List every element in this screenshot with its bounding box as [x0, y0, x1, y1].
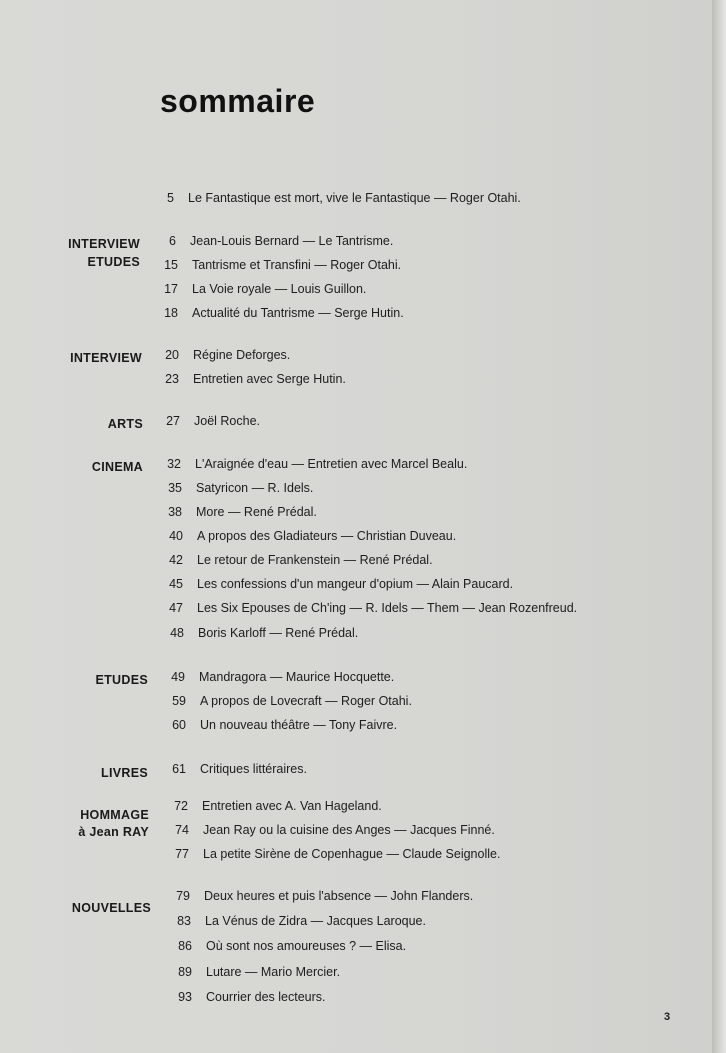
toc-entry — [146, 191, 521, 205]
toc-entry-text: La Vénus de Zidra — Jacques Laroque. — [205, 914, 426, 928]
toc-entry-text: Deux heures et puis l'absence — John Flanders. — [204, 889, 474, 903]
section-label: ETUDES — [87, 255, 140, 269]
toc-entry-text: Actualité du Tantrisme — Serge Hutin. — [192, 306, 404, 320]
toc-entry — [164, 965, 340, 979]
section-label: INTERVIEW — [70, 351, 142, 365]
toc-entry — [155, 529, 456, 543]
section-label: INTERVIEW — [68, 237, 140, 251]
toc-entry-text: La petite Sirène de Copenhague — Claude Seignolle. — [203, 847, 501, 861]
toc-entry-text: Où sont nos amoureuses ? — Elisa. — [206, 939, 407, 953]
toc-page-number: 74 — [175, 823, 189, 837]
toc-page-number: 18 — [164, 306, 178, 320]
toc-entry — [164, 990, 326, 1004]
toc-page-number: 38 — [168, 505, 182, 519]
toc-entry-text: Entretien avec Serge Hutin. — [193, 372, 346, 386]
toc-page-number: 23 — [165, 372, 179, 386]
toc-entry-text: Les confessions d'un mangeur d'opium — Alain Paucard. — [197, 577, 514, 591]
toc-entry-text: Lutare — Mario Mercier. — [206, 965, 341, 979]
toc-entry-text: Le Fantastique est mort, vive le Fantastique — Roger Otahi. — [188, 191, 521, 205]
toc-entry — [151, 348, 290, 362]
toc-entry-text: A propos des Gladiateurs — Christian Duveau. — [197, 529, 457, 543]
toc-entry-text: A propos de Lovecraft — Roger Otahi. — [200, 694, 412, 708]
toc-entry — [163, 914, 426, 928]
toc-page-number: 86 — [178, 939, 192, 953]
toc-entry — [152, 414, 260, 428]
toc-entry — [148, 234, 393, 248]
section-label: ETUDES — [95, 673, 148, 687]
toc-entry — [153, 457, 467, 471]
toc-page-number: 42 — [169, 553, 183, 567]
toc-entry — [155, 601, 577, 615]
toc-entry-text: Critiques littéraires. — [200, 762, 307, 776]
toc-page-number: 5 — [167, 191, 174, 205]
toc-entry — [161, 823, 495, 837]
toc-page-number: 59 — [172, 694, 186, 708]
page-title: sommaire — [160, 83, 316, 119]
toc-page-number: 89 — [178, 965, 192, 979]
toc-entry-text: Courrier des lecteurs. — [206, 990, 326, 1004]
toc-entry — [155, 553, 433, 567]
toc-entry — [162, 889, 473, 903]
toc-page-number: 47 — [169, 601, 183, 615]
toc-page-number: 61 — [172, 762, 186, 776]
toc-page-number: 32 — [167, 457, 181, 471]
toc-entry — [156, 626, 358, 640]
toc-entry-text: Jean-Louis Bernard — Le Tantrisme. — [190, 234, 394, 248]
toc-entry-text: Régine Deforges. — [193, 348, 291, 362]
toc-entry — [157, 670, 394, 684]
section-label: CINEMA — [91, 460, 143, 474]
toc-entry-text: La Voie royale — Louis Guillon. — [192, 282, 367, 296]
toc-entry-text: Jean Ray ou la cuisine des Anges — Jacques Finné. — [203, 823, 495, 837]
toc-entry — [154, 505, 317, 519]
toc-entry — [151, 372, 346, 386]
toc-page-number: 77 — [175, 847, 189, 861]
toc-page-number: 83 — [177, 914, 191, 928]
section-label: ARTS — [107, 417, 143, 431]
toc-page-number: 6 — [169, 234, 176, 248]
toc-page-number: 45 — [169, 577, 183, 591]
toc-entry-text: Tantrisme et Transfini — Roger Otahi. — [192, 258, 402, 272]
toc-entry-text: L'Araignée d'eau — Entretien avec Marcel Bealu. — [195, 457, 468, 471]
page-edge — [712, 0, 726, 1053]
toc-page-number: 40 — [169, 529, 183, 543]
section-label: à Jean RAY — [78, 825, 149, 839]
section-label: NOUVELLES — [71, 901, 151, 915]
toc-page-number: 93 — [178, 990, 192, 1004]
toc-entry-text: Les Six Epouses de Ch'ing — R. Idels — Them — Jean Rozenfreud. — [197, 601, 578, 615]
toc-page-number: 60 — [172, 718, 186, 732]
toc-entry-text: Joël Roche. — [194, 414, 261, 428]
toc-page-number: 27 — [166, 414, 180, 428]
toc-entry-text: Un nouveau théâtre — Tony Faivre. — [200, 718, 398, 732]
toc-entry-text: Mandragora — Maurice Hocquette. — [199, 670, 395, 684]
toc-entry — [150, 258, 401, 272]
toc-entry — [154, 481, 313, 495]
toc-entry-text: Satyricon — R. Idels. — [196, 481, 314, 495]
toc-page-number: 49 — [171, 670, 185, 684]
toc-entry — [158, 718, 397, 732]
section-label: HOMMAGE — [80, 808, 149, 822]
toc-entry — [158, 762, 307, 776]
toc-entry — [160, 799, 382, 813]
toc-page-number: 79 — [176, 889, 190, 903]
toc-page-number: 20 — [165, 348, 179, 362]
toc-entry — [158, 694, 412, 708]
toc-page-number: 48 — [170, 626, 184, 640]
toc-entry — [164, 939, 406, 953]
page-number-folio: 3 — [664, 1011, 671, 1023]
section-label: LIVRES — [101, 766, 148, 780]
toc-page-number: 72 — [174, 799, 188, 813]
toc-entry-text: Le retour de Frankenstein — René Prédal. — [197, 553, 433, 567]
toc-page-number: 35 — [168, 481, 182, 495]
toc-page-number: 17 — [164, 282, 178, 296]
toc-entry-text: More — René Prédal. — [196, 505, 317, 519]
toc-entry — [150, 282, 366, 296]
toc-entry — [155, 577, 513, 591]
toc-entry-text: Entretien avec A. Van Hageland. — [202, 799, 382, 813]
toc-entry — [161, 847, 500, 861]
toc-page-number: 15 — [164, 258, 178, 272]
toc-entry-text: Boris Karloff — René Prédal. — [198, 626, 359, 640]
toc-entry — [150, 306, 404, 320]
